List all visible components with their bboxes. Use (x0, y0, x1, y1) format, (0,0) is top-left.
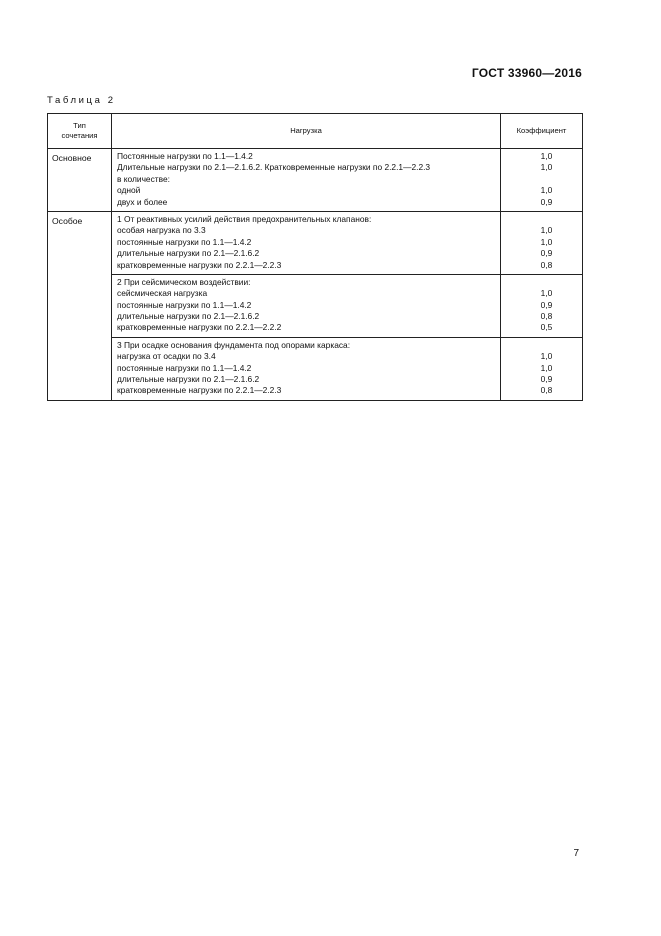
table-header-row (48, 114, 583, 149)
load-line: постоянные нагрузки по 1.1—1.4.2 (117, 299, 252, 310)
table-row (48, 274, 583, 337)
coefficient-value: 0,8 (540, 385, 553, 396)
load-line: длительные нагрузки по 2.1—2.1.6.2 (117, 311, 260, 322)
load-line: длительные нагрузки по 2.1—2.1.6.2 (117, 374, 260, 385)
load-line: особая нагрузка по 3.3 (117, 225, 206, 236)
load-line: постоянные нагрузки по 1.1—1.4.2 (117, 362, 252, 373)
load-cell (112, 149, 501, 212)
coefficient-value: 0,8 (540, 311, 553, 322)
coefficient-cell (501, 337, 583, 400)
coefficient-value: 0,9 (540, 374, 553, 385)
table-row (48, 149, 583, 212)
header-coefficient: Коэффициент (501, 114, 583, 149)
combination-type-cell: Основное (48, 149, 112, 212)
coefficient-value: 1,0 (540, 151, 553, 161)
coefficient-value: 1,0 (540, 288, 553, 299)
load-line: в количестве: (117, 173, 170, 184)
header-combination-type (48, 114, 112, 149)
coefficient-value: 1,0 (540, 362, 553, 373)
coefficient-value: 1,0 (540, 162, 553, 173)
load-line: одной (117, 185, 141, 196)
coefficient-value: 0,9 (540, 196, 553, 207)
coefficient-value: 1,0 (540, 351, 553, 362)
table-body (48, 149, 583, 401)
load-cell (112, 337, 501, 400)
coefficient-cell (501, 274, 583, 337)
load-line: длительные нагрузки по 2.1—2.1.6.2 (117, 248, 260, 259)
load-line: 3 При осадке основания фундамента под опорами каркаса: (117, 339, 351, 350)
load-cell (112, 274, 501, 337)
load-line: постоянные нагрузки по 1.1—1.4.2 (117, 236, 252, 247)
load-line: двух и более (117, 196, 168, 207)
coefficient-value: 0,9 (540, 248, 553, 259)
table-row (48, 337, 583, 400)
header-type-line-2: сочетания (61, 131, 98, 140)
coefficient-value (501, 214, 582, 225)
load-line: нагрузка от осадки по 3.4 (117, 351, 216, 362)
load-line: Длительные нагрузки по 2.1—2.1.6.2. Кратковременные нагрузки по 2.2.1—2.2.3 (117, 162, 431, 173)
combination-type-cell: Особое (48, 211, 112, 400)
coefficient-cell (501, 149, 583, 212)
load-line: кратковременные нагрузки по 2.2.1—2.2.2 (117, 322, 282, 333)
coefficient-value: 0,9 (540, 299, 553, 310)
table-row (48, 211, 583, 274)
table-caption: Таблица 2 (47, 95, 116, 106)
coefficient-value (501, 174, 582, 185)
header-type-line-1: Тип (73, 121, 86, 130)
coefficient-value: 1,0 (540, 185, 553, 196)
coefficient-value (501, 340, 582, 351)
load-line: кратковременные нагрузки по 2.2.1—2.2.3 (117, 385, 282, 396)
document-code: ГОСТ 33960—2016 (471, 66, 582, 80)
header-load: Нагрузка (112, 114, 501, 149)
load-line: 1 От реактивных усилий действия предохранительных клапанов: (117, 213, 372, 224)
coefficient-cell (501, 211, 583, 274)
load-cell (112, 211, 501, 274)
page-number: 7 (573, 848, 579, 859)
coefficient-value: 1,0 (540, 225, 553, 236)
load-combination-table (47, 113, 583, 401)
coefficient-value (501, 277, 582, 288)
coefficient-value: 0,5 (540, 322, 553, 333)
load-line: сейсмическая нагрузка (117, 288, 208, 299)
coefficient-value: 0,8 (540, 259, 553, 270)
load-line: Постоянные нагрузки по 1.1—1.4.2 (117, 151, 253, 161)
load-line: 2 При сейсмическом воздействии: (117, 276, 251, 287)
load-line: кратковременные нагрузки по 2.2.1—2.2.3 (117, 259, 282, 270)
coefficient-value: 1,0 (540, 236, 553, 247)
